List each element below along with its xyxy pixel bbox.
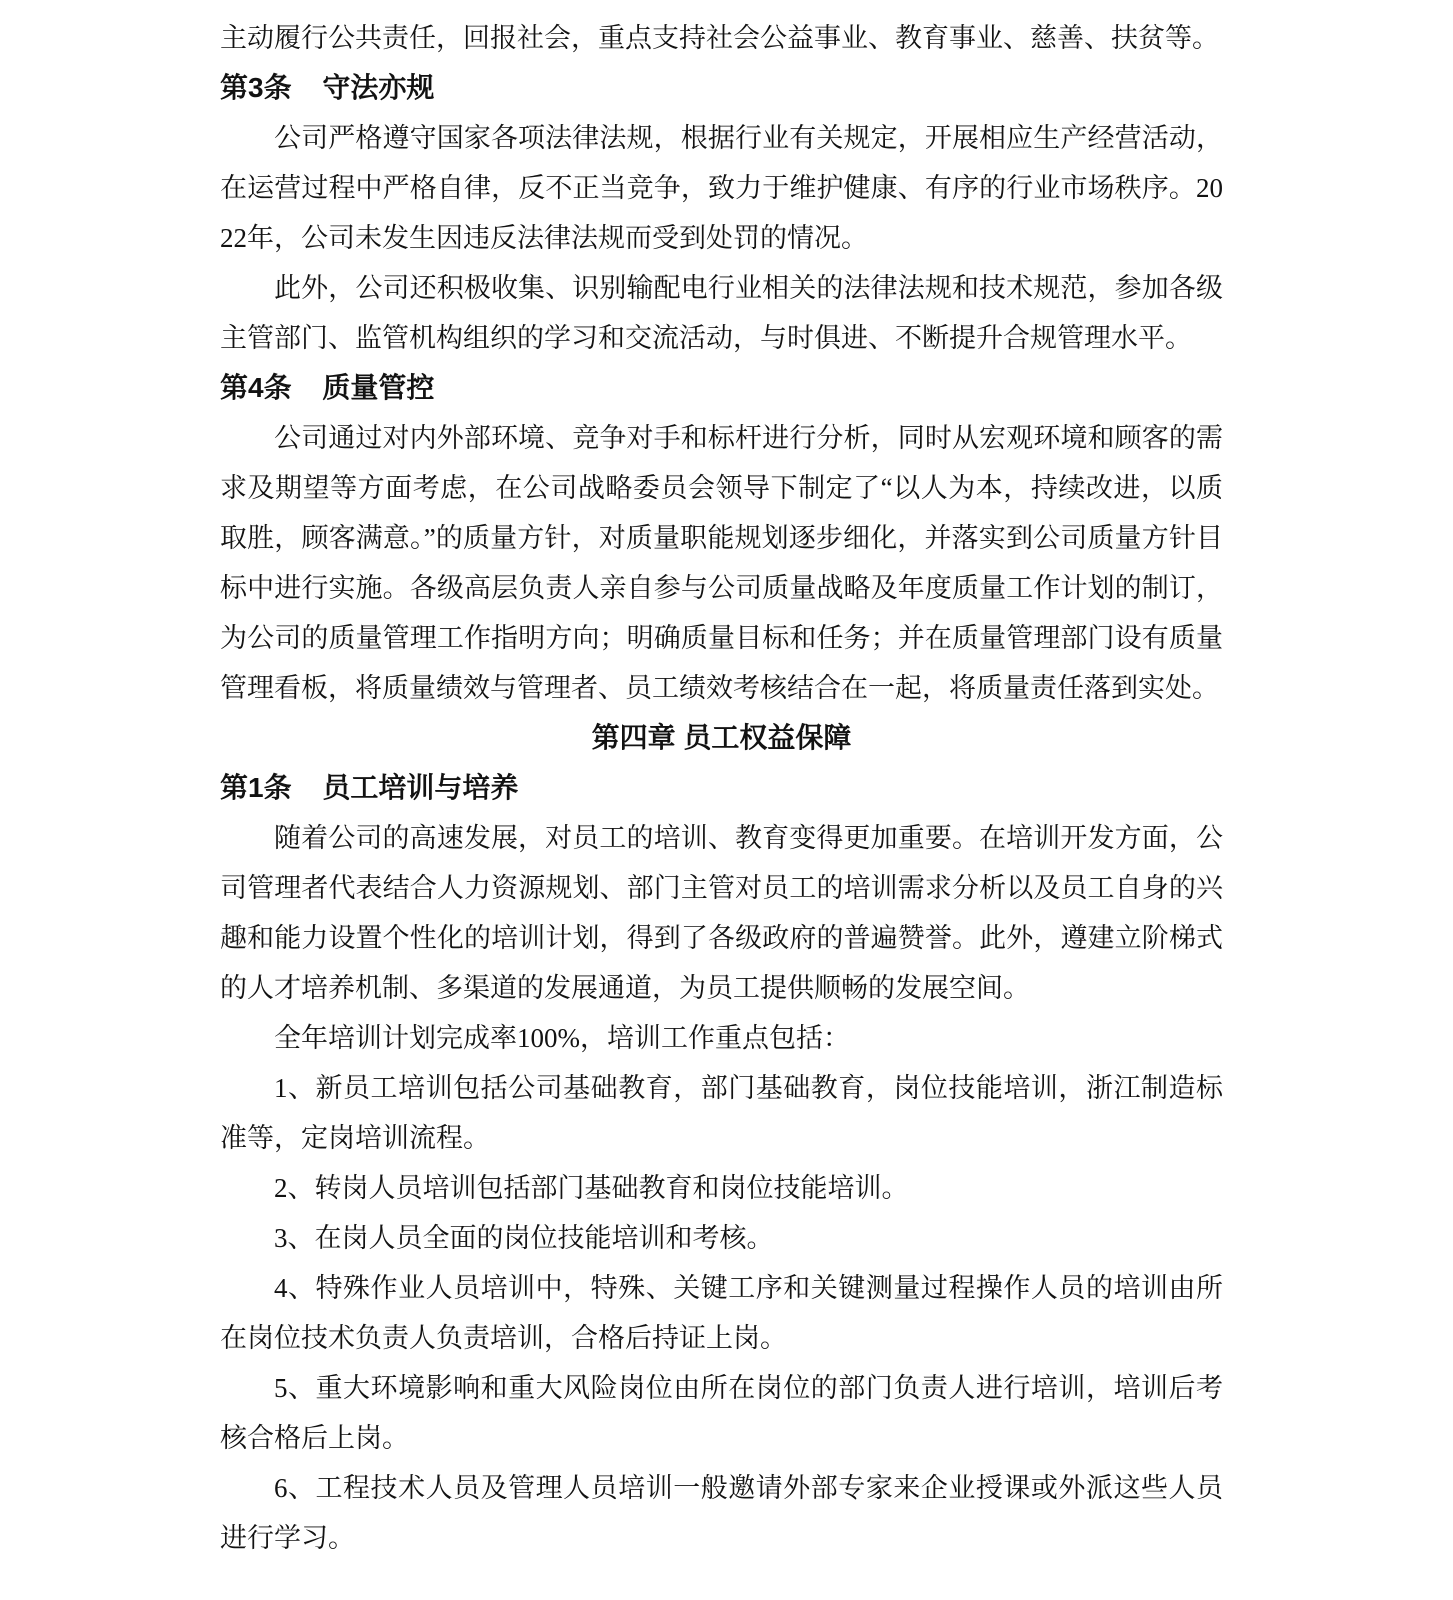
article-3-number: 第3条 <box>220 72 292 103</box>
list-item-training-5: 5、重大环境影响和重大风险岗位由所在岗位的部门负责人进行培训，培训后考核合格后上岗。 <box>220 1373 1223 1453</box>
article-3-heading <box>220 63 1223 113</box>
article-4-heading <box>220 363 1223 413</box>
paragraph-law-compliance-1: 公司严格遵守国家各项法律法规，根据行业有关规定，开展相应生产经营活动，在运营过程中严格自律，反不正当竞争，致力于维护健康、有序的行业市场秩序。2022年，公司未发生因违反法律法规而受到处罚的情况。 <box>220 123 1223 253</box>
article-3-title: 守法亦规 <box>322 72 435 103</box>
list-item-training-1: 1、新员工培训包括公司基础教育，部门基础教育，岗位技能培训，浙江制造标准等，定岗培训流程。 <box>220 1073 1223 1153</box>
article-4-title: 质量管控 <box>322 372 435 403</box>
list-item-training-2: 2、转岗人员培训包括部门基础教育和岗位技能培训。 <box>274 1173 909 1203</box>
list-item-training-6: 6、工程技术人员及管理人员培训一般邀请外部专家来企业授课或外派这些人员进行学习。 <box>220 1473 1223 1553</box>
paragraph-training-overview: 随着公司的高速发展，对员工的培训、教育变得更加重要。在培训开发方面，公司管理者代表结合人力资源规划、部门主管对员工的培训需求分析以及员工自身的兴趣和能力设置个性化的培训计划，得到了各级政府的普遍赞誉。此外，遵建立阶梯式的人才培养机制、多渠道的发展通道，为员工提供顺畅的发展空间。 <box>220 823 1223 1003</box>
paragraph-continuation: 主动履行公共责任，回报社会，重点支持社会公益事业、教育事业、慈善、扶贫等。 <box>220 23 1219 53</box>
paragraph-quality-control: 公司通过对内外部环境、竞争对手和标杆进行分析，同时从宏观环境和顾客的需求及期望等方面考虑，在公司战略委员会领导下制定了“以人为本，持续改进，以质取胜，顾客满意。”的质量方针，对质量职能规划逐步细化，并落实到公司质量方针目标中进行实施。各级高层负责人亲自参与公司质量战略及年度质量工作计划的制订，为公司的质量管理工作指明方向；明确质量目标和任务；并在质量管理部门设有质量管理看板，将质量绩效与管理者、员工绩效考核结合在一起，将质量责任落到实处。 <box>220 423 1223 703</box>
article-1-title: 员工培训与培养 <box>322 772 519 803</box>
list-item-training-4: 4、特殊作业人员培训中，特殊、关键工序和关键测量过程操作人员的培训由所在岗位技术负责人负责培训，合格后持证上岗。 <box>220 1273 1223 1353</box>
list-item-training-3: 3、在岗人员全面的岗位技能培训和考核。 <box>274 1223 774 1253</box>
paragraph-training-completion-rate: 全年培训计划完成率100%，培训工作重点包括： <box>274 1023 850 1053</box>
article-4-number: 第4条 <box>220 372 292 403</box>
article-1-heading <box>220 763 1223 813</box>
article-1-number: 第1条 <box>220 772 292 803</box>
chapter-4-title: 第四章 员工权益保障 <box>591 722 852 753</box>
paragraph-law-compliance-2: 此外，公司还积极收集、识别输配电行业相关的法律法规和技术规范，参加各级主管部门、监管机构组织的学习和交流活动，与时俱进、不断提升合规管理水平。 <box>220 273 1223 353</box>
